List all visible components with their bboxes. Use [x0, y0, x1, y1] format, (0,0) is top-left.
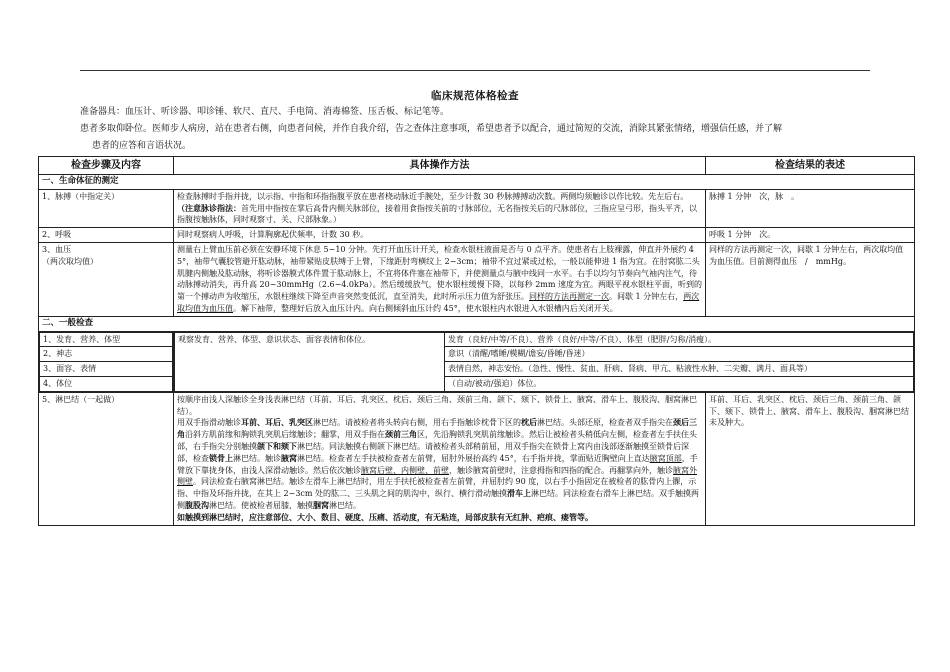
general-result-1: 发育（良好/中等/不良）、营养（良好/中等/不良）、体型（肥胖/匀称/消瘦）。: [445, 332, 914, 347]
lymph-text-span: 耳前、耳后、乳突区: [241, 417, 313, 428]
lymph-p2: [177, 417, 702, 511]
pulse-result: 脉搏 1 分钟 次，脉 。: [706, 189, 915, 227]
bp-label: 3、血压: [42, 244, 72, 254]
general-inner-table: [174, 332, 914, 392]
lymph-text-span: 淋巴结。同法触摸右侧颌下淋巴结。请被检者头部稍前屈，用双手指尖在锁骨上窝内由浅部逐渐触摸至锁骨后深部，检查: [177, 441, 689, 463]
bp-method: [174, 242, 706, 316]
intro-line-1: 患者多取仰卧位。医师步人病房，站在患者右侧，向患者问候，并作自我介绍，告之查体注意事项，希望患者予以配合，通过简短的交流，消除其紧张情绪，增强信任感，并了解: [80, 124, 783, 134]
lymph-text-span: 沿斜方肌前缘和胸锁乳突肌后缘触诊；翻掌，用双手指在: [185, 430, 385, 440]
lymph-text-span: 淋巴结。触诊: [233, 453, 281, 463]
pulse-method-a: 检查脉搏时手指并拢，以示指、中指和环指指腹平放在患者桡动脉近手腕处，至少计数 30 秒脉搏搏动次数。两侧均须触诊以作比较。先左后右。: [177, 191, 689, 201]
lymph-text-span: 颌下和颏下: [257, 440, 297, 451]
lymph-text-span: 颈前三角: [385, 429, 417, 440]
table-row-lymph: [39, 392, 915, 525]
lymph-text-span: 淋巴结。同法检查右滑车上淋巴结。双手触摸两侧: [177, 489, 700, 510]
lymph-text-span: 淋巴结。头部还原，检查者双手指尖在: [537, 418, 673, 428]
general-label-2: 2、神志: [40, 347, 173, 362]
general-label-list: [39, 332, 173, 392]
resp-label: 2、呼吸: [39, 228, 174, 243]
section-row-vitals: [39, 175, 915, 190]
bp-method-a: 测量右上臂血压前必须在安静环境下休息 5~10 分钟。先打开血压计开关，检查水银柱液面是否与 0 点平齐。使患者右上肢裸露，伸直并外展约 45°，袖带气囊胶管避开肱动脉，袖带紧贴皮肤缚于上臂，下缘距肘弯横纹上 2~3cm；袖带不宜过紧或过松，一般以能伸进 1 指为宜。在肘窝肱二头肌腱内侧触及肱动脉，将听诊器膜式体件置于肱动脉上，不宜将体件塞在袖带下，并使测量点与腋中线同一水平。右手以均匀节奏向气袖内注气，待动脉搏动消失，再升高 20~30mmHg（2.6~4.0kPa）。然后缓缓放气，使水银柱缓慢下降，以每秒 2mm 速度为宜。两眼平视水银柱平面，听到的第一个搏动声为收缩压，水银柱继续下降至声音突然变低沉，直至消失，此时所示压力值为舒张压。: [177, 244, 703, 302]
lymph-text-span: 腹股沟: [185, 499, 209, 510]
bp-method-b: 。间歇 1 分钟左右，: [609, 292, 684, 302]
table-row-pulse: [39, 189, 915, 227]
lymph-text-span: 腋窝: [281, 452, 297, 463]
lymph-text-span: 腋窝顶部: [649, 453, 682, 463]
bp-method-u2: 两次取均值为血压值: [177, 292, 700, 313]
bp-method-c: 。解下袖带，整理好后放入血压计内。向右侧倾斜血压计约 45°，使水银柱内水银进入水银槽内后关闭开关。: [233, 303, 618, 313]
lymph-p3: 如触摸到淋巴结时，应注意部位、大小、数目、硬度、压痛、活动度，有无粘连，局部皮肤有无红肿、疤痕、瘘管等。: [177, 511, 593, 522]
lymph-p1: 按顺序由浅人深触诊全身浅表淋巴结（耳前、耳后、乳突区、枕后、颈后三角、颈前三角、颌下、颏下、锁骨上、腋窝、滑车上、腹股沟、腘窝淋巴结）。: [177, 394, 697, 416]
lymph-text-span: 区，先沿胸锁乳突肌前缘触诊。然后让被检者头稍低向左侧，检查者左手扶住头部，右手指尖分别触摸: [177, 430, 697, 451]
pulse-label: 1、脉搏（中指定关）: [39, 189, 174, 227]
header-result: 检查结果的表述: [706, 157, 915, 175]
lymph-text-span: 颈后三角: [177, 417, 697, 440]
equipment-line: 准备器具：血压计、听诊器、叩诊锤、软尺、直尺、手电筒、消毒棉签、压舌板、标记笔等。: [80, 107, 450, 117]
general-result-2: 意识（清醒/嗜睡/模糊/谵妄/昏睡/昏迷）: [445, 347, 914, 362]
pulse-note-bold: （注意脉诊指法：: [177, 202, 241, 213]
exam-table: [38, 156, 915, 526]
general-label-4: 4、体位: [40, 376, 173, 391]
general-method: 观察发育、营养、体型、意识状态、面容表情和体位。: [175, 332, 445, 391]
general-label-3: 3、面容、表情: [40, 362, 173, 377]
header-rule: [80, 70, 870, 71]
general-result-3: 表情自然，神志安怡。（急性、慢性、贫血、肝病、肾病、甲亢、粘液性水肿、二尖瓣、满月、面具等）: [445, 362, 914, 377]
header-steps: 检查步骤及内容: [39, 157, 174, 175]
bp-result: 同样的方法再测定一次，间歇 1 分钟左右，两次取均值为血压值。目前测得血压 / mmHg。: [706, 242, 915, 316]
lymph-text-span: 腋窝后壁、内侧壁、前壁: [361, 465, 449, 475]
lymph-text-span: 淋巴结。检查者左手扶被检查者左前臂，屈肘外展抬高约 45°，右手指并拢，掌面贴近胸壁向上直达: [297, 453, 650, 463]
pulse-note-text: 首先用中指按在掌后高骨内侧关脉部位，接着用食指按关前的寸脉部位，无名指按关后的尺脉部位，三指应呈弓形，指头平齐，以指腹按触脉体，同时观察寸、关、尺部脉象。）: [177, 203, 697, 225]
lymph-text-span: 淋巴结。请被检者将头转向右侧，用右手指触诊枕骨下区的: [313, 418, 521, 428]
general-label-1: 1、发育、营养、体型: [40, 332, 173, 347]
general-method-result: [174, 331, 915, 392]
general-result-4: （自动/被动/强迫）体位。: [445, 376, 914, 391]
general-labels: [39, 331, 174, 392]
lymph-result: 耳前、耳后、乳突区、枕后、颈后三角、颈前三角、颌下、颏下、锁骨上、腋窝、滑车上、腹股沟、腘窝淋巴结未及肿大。: [706, 392, 915, 525]
table-header-row: [39, 157, 915, 175]
table-row-resp: [39, 228, 915, 243]
lymph-label: 5、淋巴结（一起做）: [39, 392, 174, 525]
section-row-general: [39, 316, 915, 331]
lymph-text-span: 用双手指滑动触诊: [177, 418, 241, 428]
bp-method-u1: 同样的方法再测定一次: [529, 292, 609, 302]
lymph-text-span: 腋窝外侧壁: [177, 465, 697, 487]
lymph-text-span: 淋巴结。: [329, 500, 361, 510]
pulse-method: [174, 189, 706, 227]
resp-method: 同时观察病人呼吸，计算胸廓起伏频率，计数 30 秒。: [174, 228, 706, 243]
lymph-text-span: ，触诊腋窝前壁时，注意拇指和四指的配合。再翻掌向外，触诊: [449, 465, 673, 475]
table-row-general: [39, 331, 915, 392]
lymph-text-span: 腘窝: [313, 499, 329, 510]
lymph-text-span: 锁骨上: [209, 452, 233, 463]
bp-label-cell: [39, 242, 174, 316]
header-method: 具体操作方法: [174, 157, 706, 175]
lymph-method: [174, 392, 706, 525]
lymph-text-span: ，手臂放下靠拢身体，由浅人深滑动触诊。然后依次触诊: [177, 453, 698, 475]
intro-text: [80, 104, 870, 155]
resp-result: 呼吸 1 分钟 次。: [706, 228, 915, 243]
lymph-text-span: 淋巴结。使被检者屈膝，触摸: [209, 500, 313, 510]
pulse-method-b: [177, 203, 702, 227]
intro-line-2: 患者的应答和言语状况。: [92, 141, 192, 151]
lymph-text-span: 枕后: [521, 417, 537, 428]
section-general: 二、一般检查: [39, 316, 915, 331]
lymph-text-span: 滑车上: [507, 488, 532, 499]
page-title: 临床规范体格检查: [431, 90, 519, 102]
table-row-bp: [39, 242, 915, 316]
lymph-text-span: 。同法检查右腋窝淋巴结。触诊左滑车上淋巴结时，用左手扶托被检查者左前臂，并屈肘约 90 度，以右手小指固定在被检者的肱骨内上髁，示指、中指及环指并拢，在其上 2~3cm 处的肱二、三头肌之间的肌沟中，纵行、横行滑动触摸: [177, 477, 697, 499]
bp-label-2: （两次取均值）: [42, 256, 98, 266]
section-vitals: 一、生命体征的测定: [39, 175, 915, 190]
